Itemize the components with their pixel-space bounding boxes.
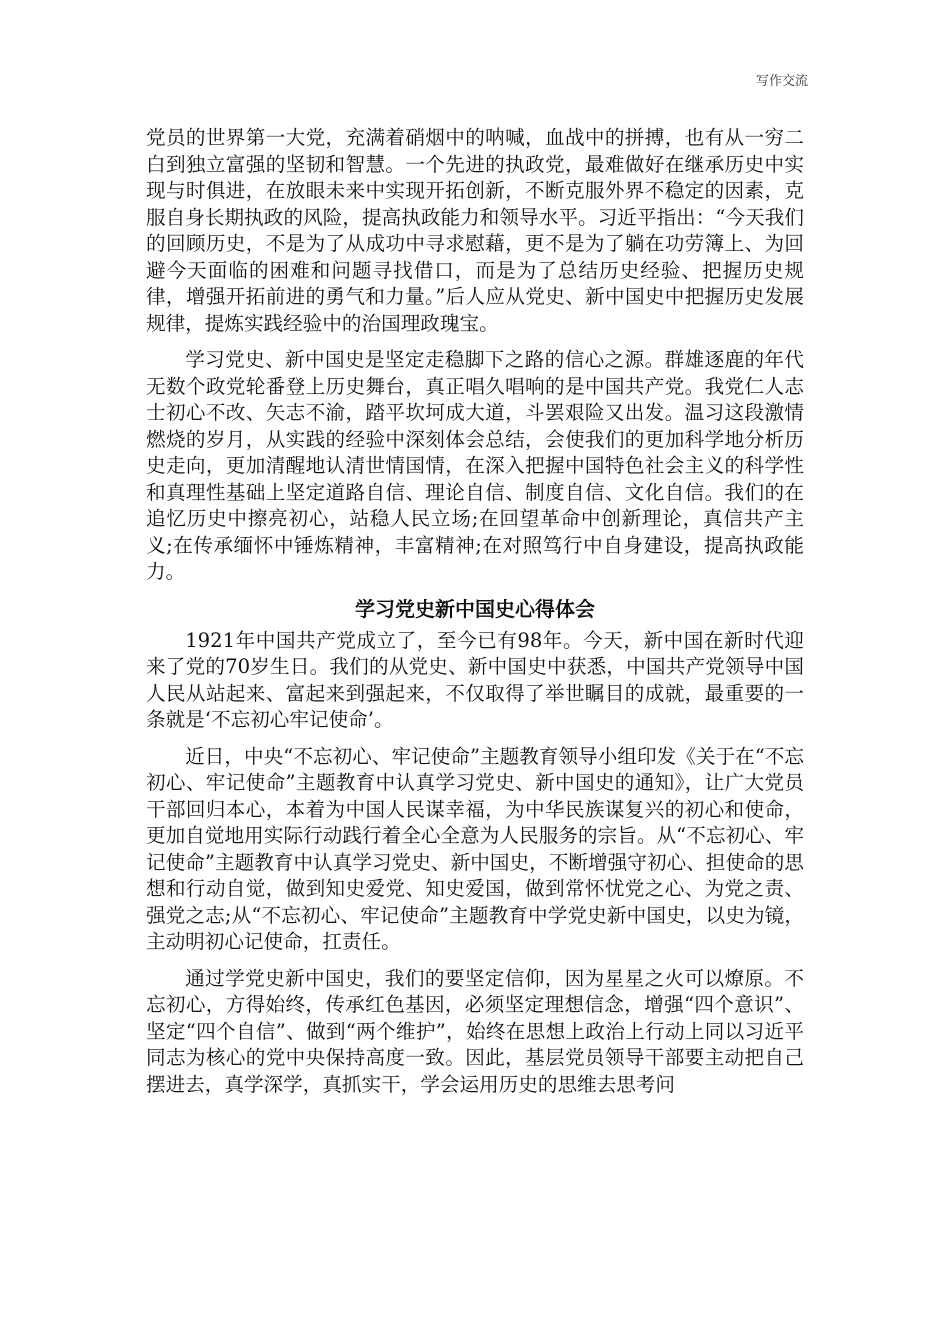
paragraph: 1921年中国共产党成立了，至今已有98年。今天，新中国在新时代迎来了党的70岁生日。我们的从党史、新中国史中获悉，中国共产党领导中国人民从站起来、富起来到强起来，不仅取得了举世瞩目的成就，最重要的一条就是‘不忘初心牢记使命’。 [146, 628, 804, 731]
page-header-label: 写作交流 [755, 74, 808, 89]
section-title: 学习党史新中国史心得体会 [355, 596, 595, 621]
paragraph: 通过学党史新中国史，我们的要坚定信仰，因为星星之火可以燎原。不忘初心，方得始终，传承红色基因，必须坚定理想信念，增强“四个意识”、坚定“四个自信”、做到“两个维护”，始终在思想上政治上行动上同以习近平同志为核心的党中央保持高度一致。因此，基层党员领导干部要主动把自己摆进去，真学深学，真抓实干，学会运用历史的思维去思考问 [146, 966, 804, 1096]
paragraph: 党员的世界第一大党，充满着硝烟中的呐喊，血战中的拼搏，也有从一穷二白到独立富强的坚韧和智慧。一个先进的执政党，最难做好在继承历史中实现与时俱进，在放眼未来中实现开拓创新，不断克服外界不稳定的因素，克服自身长期执政的风险，提高执政能力和领导水平。习近平指出：“今天我们的回顾历史，不是为了从成功中寻求慰藉，更不是为了躺在功劳簿上、为回避今天面临的困难和问题寻找借口，而是为了总结历史经验、把握历史规律，增强开拓前进的勇气和力量。”后人应从党史、新中国史中把握历史发展规律，提炼实践经验中的治国理政瑰宝。 [146, 126, 804, 335]
paragraph: 近日，中央“不忘初心、牢记使命”主题教育领导小组印发《关于在“不忘初心、牢记使命”主题教育中认真学习党史、新中国史的通知》，让广大党员干部回归本心，本着为中国人民谋幸福，为中华民族谋复兴的初心和使命，更加自觉地用实际行动践行着全心全意为人民服务的宗旨。从“不忘初心、牢记使命”主题教育中认真学习党史、新中国史，不断增强守初心、担使命的思想和行动自觉，做到知史爱党、知史爱国，做到常怀忧党之心、为党之责、强党之志;从“不忘初心、牢记使命”主题教育中学党史新中国史，以史为镜，主动明初心记使命，扛责任。 [146, 744, 804, 953]
paragraph: 学习党史、新中国史是坚定走稳脚下之路的信心之源。群雄逐鹿的年代无数个政党轮番登上历史舞台，真正唱久唱响的是中国共产党。我党仁人志士初心不改、矢志不渝，踏平坎坷成大道，斗罢艰险又出发。温习这段激情燃烧的岁月，从实践的经验中深刻体会总结，会使我们的更加科学地分析历史走向，更加清醒地认清世情国情，在深入把握中国特色社会主义的科学性和真理性基础上坚定道路自信、理论自信、制度自信、文化自信。我们的在追忆历史中擦亮初心，站稳人民立场;在回望革命中创新理论，真信共产主义;在传承缅怀中锤炼精神，丰富精神;在对照笃行中自身建设，提高执政能力。 [146, 348, 804, 583]
document-body [146, 125, 804, 1108]
